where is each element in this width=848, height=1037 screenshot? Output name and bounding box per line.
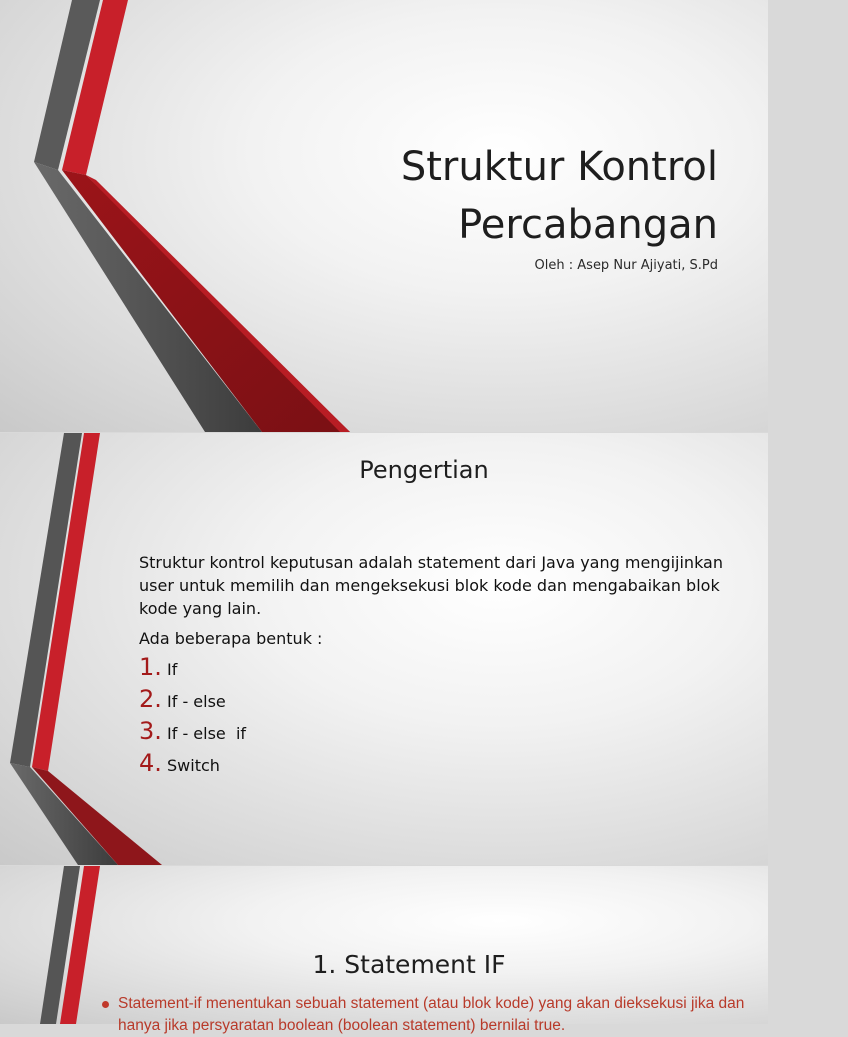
list-number: 1.	[139, 653, 162, 681]
title-line-1: Struktur Kontrol	[400, 144, 718, 190]
title-line-2: Percabangan	[458, 202, 718, 248]
list-label: If - else if	[167, 724, 247, 743]
page-title	[218, 138, 718, 254]
forms-list	[139, 653, 246, 781]
list-label: Switch	[167, 756, 220, 775]
section-title: 1. Statement IF	[312, 950, 506, 979]
list-item	[139, 749, 246, 781]
slide-pengertian	[0, 433, 768, 865]
list-number: 3.	[139, 717, 162, 745]
slide-statement-if	[0, 866, 768, 1034]
slide-title	[0, 0, 768, 432]
list-label: If - else	[167, 692, 226, 711]
bullet-list	[102, 993, 762, 1037]
list-item	[139, 653, 246, 685]
list-label: If	[167, 660, 178, 679]
list-intro: Ada beberapa bentuk :	[139, 629, 323, 648]
definition-text: Struktur kontrol keputusan adalah statement dari Java yang mengijinkan user untuk memilih dan mengeksekusi blok kode dan mengabaikan blok kode yang lain.	[139, 553, 723, 618]
decorative-stripes	[0, 433, 768, 865]
list-number: 2.	[139, 685, 162, 713]
list-item: Statement-if menentukan sebuah statement (atau blok kode) yang akan dieksekusi jika dan hanya jika persyaratan boolean (boolean statement) bernilai true.	[102, 993, 762, 1037]
list-item	[139, 717, 246, 749]
section-title: Pengertian	[359, 456, 489, 484]
author-subtitle: Oleh : Asep Nur Ajiyati, S.Pd	[534, 258, 718, 273]
list-number: 4.	[139, 749, 162, 777]
list-item	[139, 685, 246, 717]
